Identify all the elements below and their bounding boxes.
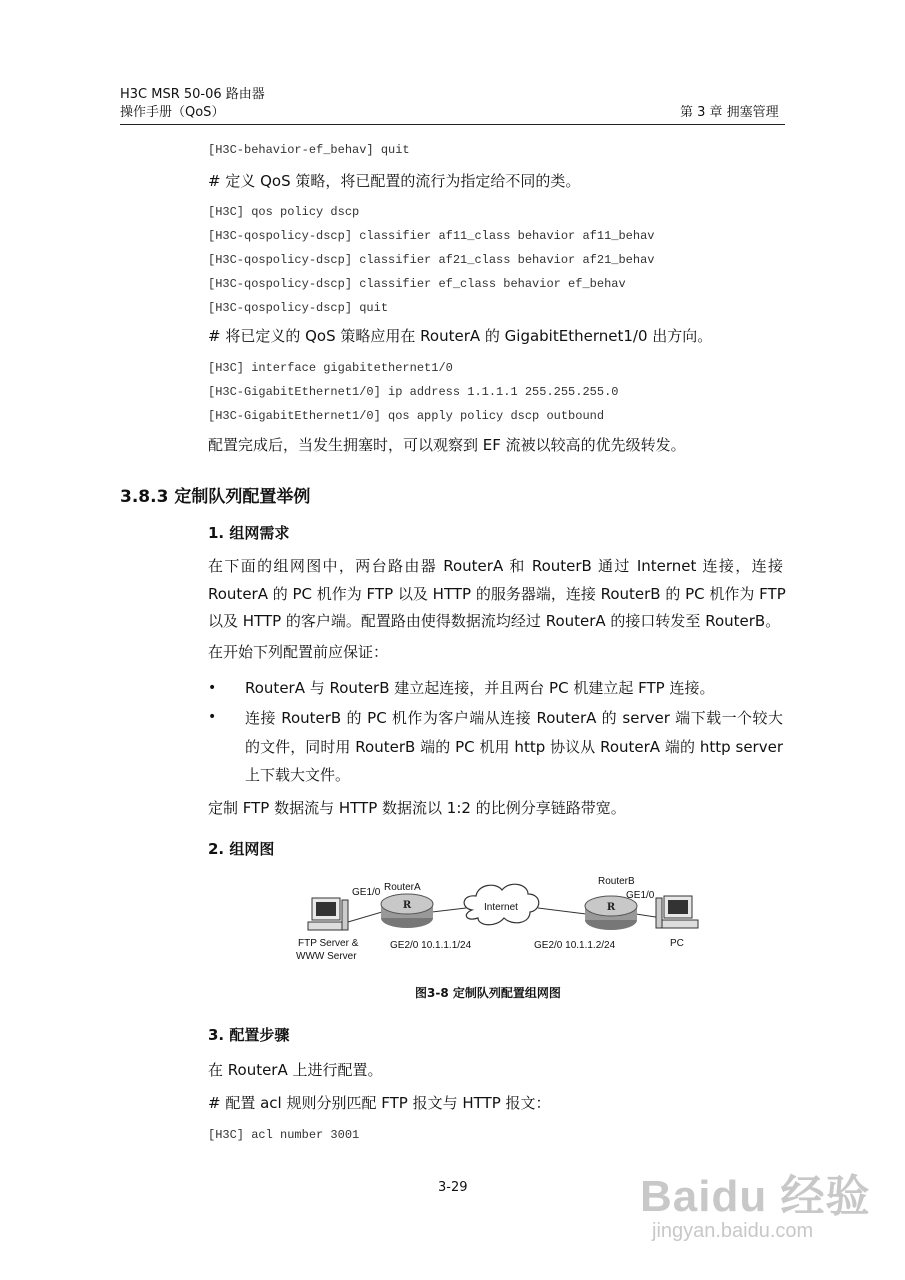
- figure-caption: 图3-8 定制队列配置组网图: [415, 986, 561, 1000]
- server-label-line2: WWW Server: [296, 951, 357, 962]
- code-line: [H3C-qospolicy-dscp] classifier af21_class behavior af21_behav: [208, 253, 655, 267]
- bullet-item-line: 的文件，同时用 RouterB 端的 PC 机用 http 协议从 RouterA 端的 http server: [245, 738, 783, 756]
- para-result: 配置完成后，当发生拥塞时，可以观察到 EF 流被以较高的优先级转发。: [208, 436, 686, 454]
- router-glyph: R: [606, 902, 616, 913]
- subsection-title-diagram: 2. 组网图: [208, 840, 275, 858]
- code-line: [H3C-qospolicy-dscp] classifier af11_class behavior af11_behav: [208, 229, 655, 243]
- client-pc-icon: [656, 896, 698, 928]
- para-pre-config: 在开始下列配置前应保证：: [208, 643, 389, 661]
- section-title: 3.8.3 定制队列配置举例: [120, 487, 311, 507]
- router-b-label: RouterB: [598, 876, 635, 887]
- ge1-left-label: GE1/0: [352, 887, 381, 898]
- req-para-line: RouterA 的 PC 机作为 FTP 以及 HTTP 的服务器端，连接 RouterB 的 PC 机作为 FTP: [208, 585, 786, 603]
- code-line: [H3C-qospolicy-dscp] quit: [208, 301, 389, 315]
- code-line: [H3C-GigabitEthernet1/0] ip address 1.1.1.1 255.255.255.0: [208, 385, 619, 399]
- req-para-line: 在下面的组网图中，两台路由器 RouterA 和 RouterB 通过 Internet 连接，连接: [208, 557, 783, 575]
- code-line: [H3C] interface gigabitethernet1/0: [208, 361, 453, 375]
- router-a-icon: [381, 894, 433, 928]
- link-routerA-internet: [432, 908, 466, 912]
- link-internet-routerB: [538, 908, 586, 914]
- bullet-item-line: 上下载大文件。: [245, 766, 351, 784]
- watermark-url: jingyan.baidu.com: [652, 1220, 814, 1242]
- code-line: [H3C] qos policy dscp: [208, 205, 360, 219]
- para-ratio: 定制 FTP 数据流与 HTTP 数据流以 1:2 的比例分享链路带宽。: [208, 799, 626, 817]
- server-label-line1: FTP Server &: [298, 938, 359, 949]
- pc-label: PC: [670, 938, 684, 949]
- code-line: [H3C-behavior-ef_behav] quit: [208, 143, 410, 157]
- ge2-left-label: GE2/0 10.1.1.1/24: [390, 940, 472, 951]
- bullet-item: RouterA 与 RouterB 建立起连接，并且两台 PC 机建立起 FTP 连接。: [245, 679, 715, 697]
- internet-label: Internet: [484, 902, 518, 913]
- router-glyph: R: [402, 900, 412, 911]
- para-acl: # 配置 acl 规则分别匹配 FTP 报文与 HTTP 报文：: [208, 1094, 551, 1112]
- bullet-dot: •: [208, 680, 217, 696]
- subsection-title-requirements: 1. 组网需求: [208, 524, 290, 542]
- server-pc-icon: [308, 898, 348, 930]
- req-para-line: 以及 HTTP 的客户端。配置路由使得数据流均经过 RouterA 的接口转发至 RouterB。: [208, 612, 781, 630]
- router-a-label: RouterA: [384, 882, 421, 893]
- header-manual: 操作手册（QoS）: [120, 105, 225, 120]
- ge2-right-label: GE2/0 10.1.1.2/24: [534, 940, 616, 951]
- router-b-icon: [585, 896, 637, 930]
- header-divider: [120, 124, 785, 125]
- code-line: [H3C-GigabitEthernet1/0] qos apply policy dscp outbound: [208, 409, 605, 423]
- bullet-dot: •: [208, 709, 217, 725]
- page-number: 3-29: [438, 1180, 468, 1195]
- network-diagram: [290, 870, 710, 970]
- bullet-item-line: 连接 RouterB 的 PC 机作为客户端从连接 RouterA 的 server 端下载一个较大: [245, 709, 783, 727]
- para-apply-policy: # 将已定义的 QoS 策略应用在 RouterA 的 GigabitEthernet1/0 出方向。: [208, 327, 713, 345]
- link-server-routerA: [348, 912, 382, 922]
- para-define-policy: # 定义 QoS 策略，将已配置的流行为指定给不同的类。: [208, 172, 581, 190]
- ge1-right-label: GE1/0: [626, 890, 655, 901]
- watermark-brand: Baidu 经验: [640, 1172, 871, 1221]
- para-on-routerA: 在 RouterA 上进行配置。: [208, 1061, 383, 1079]
- code-line: [H3C-qospolicy-dscp] classifier ef_class behavior ef_behav: [208, 277, 626, 291]
- code-line: [H3C] acl number 3001: [208, 1128, 360, 1142]
- header-product: H3C MSR 50-06 路由器: [120, 87, 265, 102]
- subsection-title-steps: 3. 配置步骤: [208, 1026, 290, 1044]
- header-chapter: 第 3 章 拥塞管理: [680, 105, 779, 120]
